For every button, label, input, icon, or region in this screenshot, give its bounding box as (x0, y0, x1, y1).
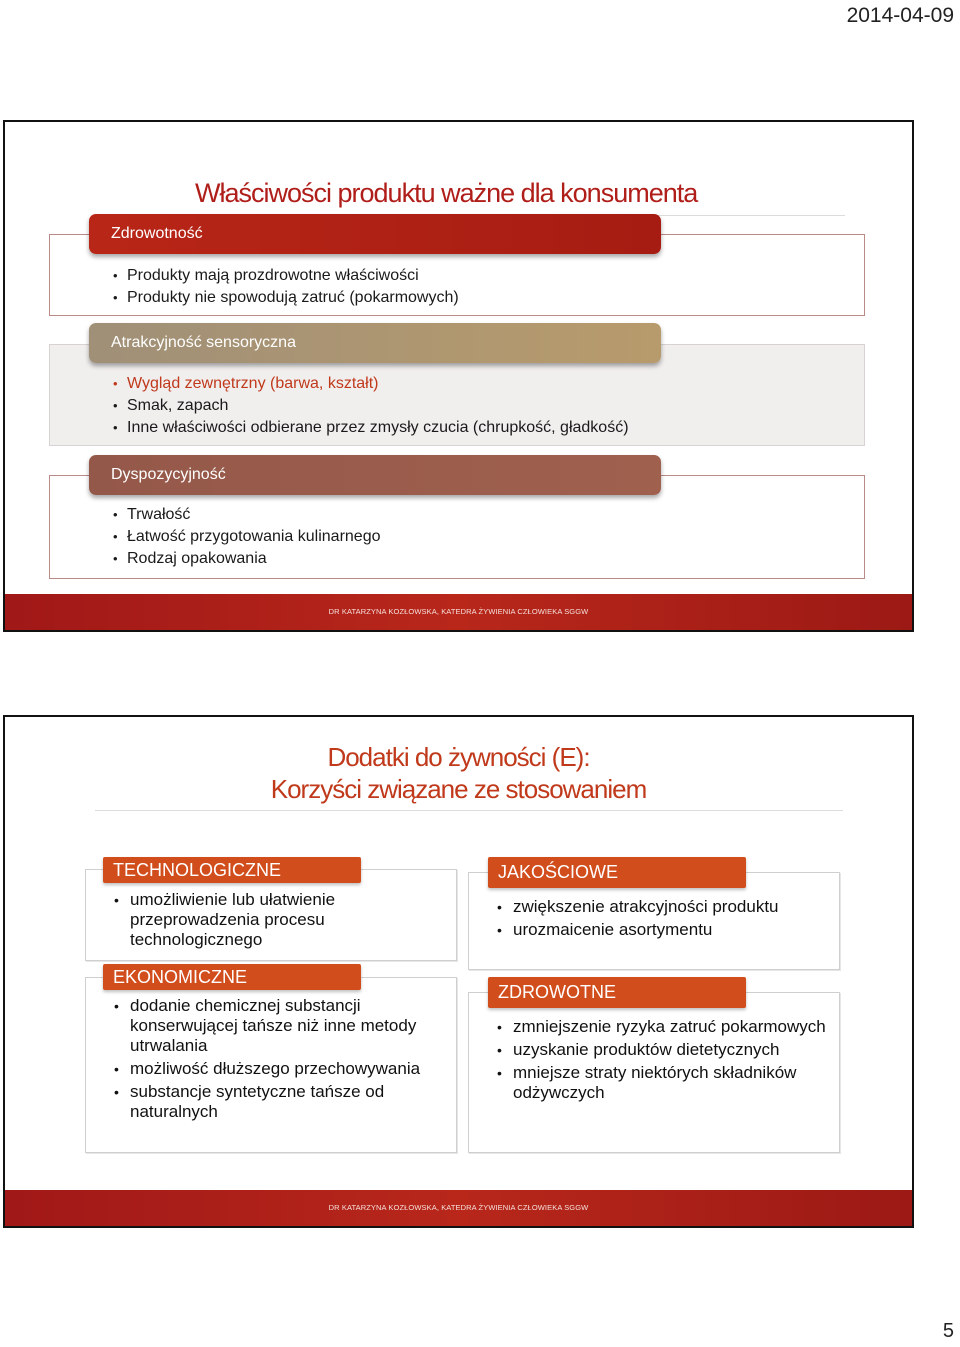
list-item: • umożliwienie lub ułatwienie przeprowadzenia procesu technologicznego (114, 890, 444, 950)
slide-footer: DR KATARZYNA KOZŁOWSKA, KATEDRA ŻYWIENIA CZŁOWIEKA SGGW (5, 1190, 912, 1226)
box-label-zdrowotne: ZDROWOTNE (488, 977, 746, 1008)
slide-2 (3, 715, 914, 1228)
list-item: • Rodzaj opakowania (112, 548, 380, 570)
section-label-dyspozycyjnosc: Dyspozycyjność (89, 455, 661, 495)
list-item: • mniejsze straty niektórych składników odżywczych (497, 1063, 827, 1103)
slide-2-title-line-2: Korzyści związane ze stosowaniem (270, 774, 647, 804)
section-label-atrakcyjnosc: Atrakcyjność sensoryczna (89, 323, 661, 363)
box-zdrowotne (468, 992, 840, 1153)
list-item: • Produkty mają prozdrowotne właściwości (112, 265, 459, 287)
page-number: 5 (942, 1320, 954, 1342)
list-item: • Smak, zapach (112, 395, 629, 417)
list-item: • zmniejszenie ryzyka zatruć pokarmowych (497, 1017, 827, 1037)
slide-1 (3, 120, 914, 632)
slide-1-title: Właściwości produktu ważne dla konsumenta (195, 178, 698, 208)
box-label-technologiczne: TECHNOLOGICZNE (103, 857, 361, 883)
title-underline (95, 810, 843, 811)
list-item: • Wygląd zewnętrzny (barwa, kształt) (112, 373, 629, 395)
list-item: • zwiększenie atrakcyjności produktu (497, 897, 827, 917)
list-item: • urozmaicenie asortymentu (497, 920, 827, 940)
list-item: • Trwałość (112, 504, 380, 526)
list-item: • dodanie chemicznej substancji konserwującej tańsze niż inne metody utrwalania (114, 996, 444, 1056)
list-item: • uzyskanie produktów dietetycznych (497, 1040, 827, 1060)
box-ekonomiczne (85, 977, 457, 1153)
slide-2-title-line-1: Dodatki do żywności (E): (327, 742, 590, 772)
list-item: • Produkty nie spowodują zatruć (pokarmowych) (112, 287, 459, 309)
list-item: • Łatwość przygotowania kulinarnego (112, 526, 380, 548)
box-label-ekonomiczne: EKONOMICZNE (103, 964, 361, 990)
section-label-zdrowotnosc: Zdrowotność (89, 214, 661, 254)
list-item: • substancje syntetyczne tańsze od naturalnych (114, 1082, 444, 1122)
list-item: • Inne właściwości odbierane przez zmysły czucia (chrupkość, gładkość) (112, 417, 629, 439)
box-label-jakosciowe: JAKOŚCIOWE (488, 857, 746, 888)
document-date: 2014-04-09 (846, 4, 954, 27)
list-item: • możliwość dłuższego przechowywania (114, 1059, 444, 1079)
slide-footer: DR KATARZYNA KOZŁOWSKA, KATEDRA ŻYWIENIA CZŁOWIEKA SGGW (5, 594, 912, 630)
